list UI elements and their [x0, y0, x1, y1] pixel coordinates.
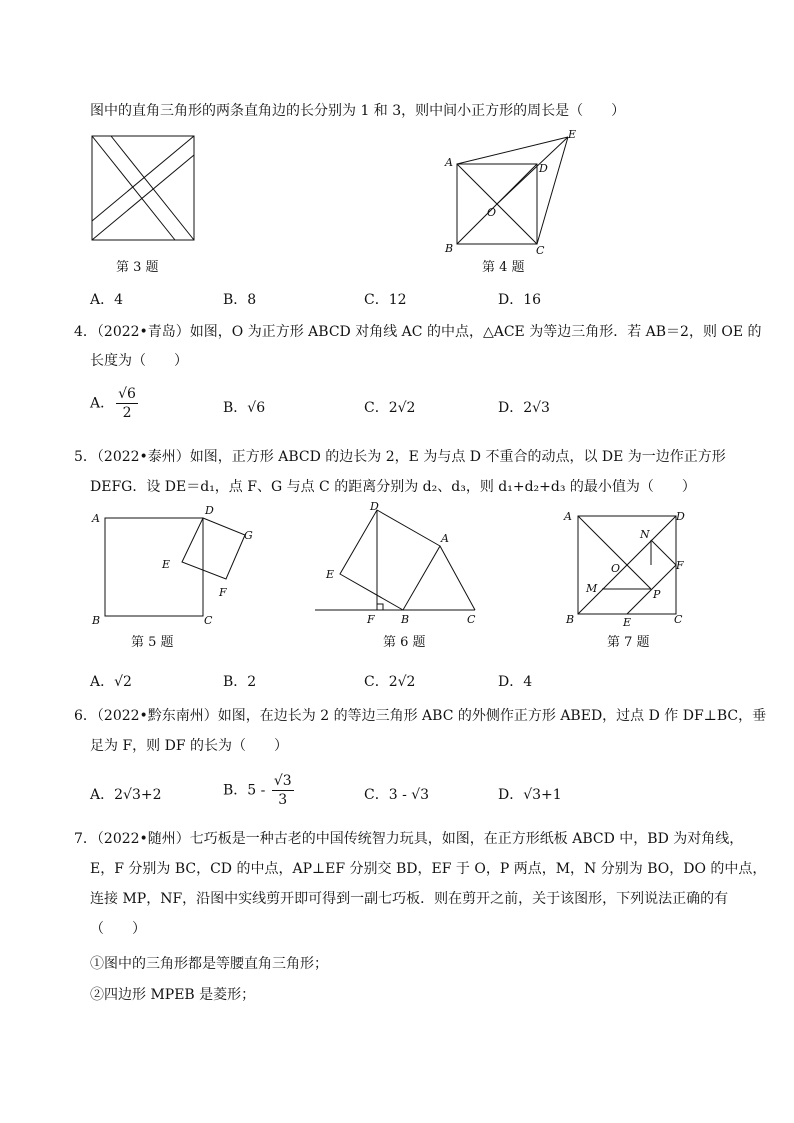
q4-option-a[interactable]	[90, 385, 140, 431]
q6-option-b-denominator: 3	[278, 792, 288, 808]
q4-option-b[interactable]: B．√6	[223, 400, 266, 416]
fig6-label-a: A	[441, 532, 449, 545]
fig7-label-b: B	[566, 613, 575, 626]
q4-stem-line2: 长度为（ ）	[90, 353, 188, 369]
fig5-label-c: C	[204, 614, 213, 627]
fig6-label-f: F	[367, 613, 375, 626]
fig6-label-d: D	[370, 500, 379, 513]
figure-6-caption: 第 6 题	[383, 635, 426, 650]
fig7-label-p: P	[653, 588, 661, 601]
q6-option-b-numerator: √3	[273, 773, 292, 789]
q7-stem-line3: 连接 MP，NF，沿图中实线剪开即可得到一副七巧板．则在剪开之前，关于该图形，下列说法正确的有	[90, 891, 729, 907]
fig4-label-c: C	[536, 244, 545, 257]
q5-stem-line1: 5．（2022•泰州）如图，正方形 ABCD 的边长为 2，E 为与点 D 不重合的动点，以 DE 为一边作正方形	[74, 449, 726, 465]
q6-option-c[interactable]: C．3 - √3	[364, 787, 430, 803]
q6-option-b-label: B．5 -	[223, 782, 270, 799]
q7-stem-line1: 7．（2022•随州）七巧板是一种古老的中国传统智力玩具，如图，在正方形纸板 ABCD 中，BD 为对角线，	[74, 831, 744, 847]
fig7-label-o: O	[611, 562, 621, 575]
fig6-label-c: C	[467, 613, 476, 626]
q4-option-c[interactable]: C．2√2	[364, 400, 416, 416]
fig5-label-f: F	[219, 586, 227, 599]
q6-option-b[interactable]	[223, 772, 296, 818]
q4-option-a-denominator: 2	[122, 405, 132, 421]
q5-option-b[interactable]: B．2	[223, 674, 257, 690]
q6-stem-line2: 足为 F，则 DF 的长为（ ）	[90, 738, 289, 754]
fig7-label-d: D	[676, 510, 685, 523]
q4-option-a-numerator: √6	[118, 386, 136, 402]
q7-statement-2: ②四边形 MPEB 是菱形；	[90, 987, 256, 1003]
fig5-label-g: G	[244, 529, 253, 542]
fig4-label-a: A	[445, 156, 453, 169]
q6-option-d[interactable]: D．√3+1	[498, 787, 562, 803]
figure-3	[90, 134, 196, 242]
q5-option-d[interactable]: D．4	[498, 674, 533, 690]
q7-statement-1: ①图中的三角形都是等腰直角三角形；	[90, 956, 328, 972]
q7-stem-line4: （ ）	[90, 921, 146, 937]
fig7-label-c: C	[674, 613, 683, 626]
q3-option-d[interactable]: D．16	[498, 292, 542, 308]
fig6-label-e: E	[326, 568, 335, 581]
q5-stem-line2: DEFG．设 DE＝d₁，点 F、G 与点 C 的距离分别为 d₂、d₃，则 d₁+d₂+d₃ 的最小值为（ ）	[90, 479, 696, 495]
q6-option-b-fraction	[272, 772, 294, 809]
fig4-label-o: O	[487, 206, 497, 219]
fig7-label-m: M	[586, 582, 598, 595]
q5-option-a[interactable]: A．√2	[90, 674, 132, 690]
fig7-label-e: E	[623, 616, 632, 629]
figure-6	[315, 498, 485, 628]
q4-option-a-fraction	[116, 385, 138, 422]
fig5-label-a: A	[92, 512, 100, 525]
q3-option-b[interactable]: B．8	[223, 292, 257, 308]
fig4-label-d: D	[539, 162, 548, 175]
figure-7	[560, 506, 690, 631]
fig7-label-a: A	[564, 510, 572, 523]
fig7-label-n: N	[640, 528, 650, 541]
figure-4	[440, 128, 580, 258]
q3-stem: 图中的直角三角形的两条直角边的长分别为 1 和 3，则中间小正方形的周长是（ ）	[90, 103, 626, 119]
figure-4-caption: 第 4 题	[482, 260, 525, 275]
q3-option-a[interactable]: A．4	[90, 292, 124, 308]
figure-5-caption: 第 5 题	[131, 635, 174, 650]
fig5-label-e: E	[162, 558, 171, 571]
fig4-label-b: B	[445, 242, 454, 255]
q6-stem-line1: 6．（2022•黔东南州）如图，在边长为 2 的等边三角形 ABC 的外侧作正方形 ABED，过点 D 作 DF⊥BC，垂	[74, 708, 767, 724]
q6-option-a[interactable]: A．2√3+2	[90, 787, 162, 803]
q4-option-a-label: A．	[90, 395, 115, 412]
figure-5	[88, 506, 263, 631]
q7-stem-line2: E，F 分别为 BC，CD 的中点，AP⊥EF 分别交 BD，EF 于 O，P 两点，M，N 分别为 BO，DO 的中点，	[90, 861, 767, 877]
fig7-label-f: F	[676, 559, 684, 572]
q4-stem-line1: 4．（2022•青岛）如图，O 为正方形 ABCD 对角线 AC 的中点，△ACE 为等边三角形．若 AB＝2，则 OE 的	[74, 324, 762, 340]
figure-3-caption: 第 3 题	[116, 260, 159, 275]
q4-option-d[interactable]: D．2√3	[498, 400, 550, 416]
fig5-label-b: B	[92, 614, 101, 627]
fig5-label-d: D	[205, 504, 214, 517]
q5-option-c[interactable]: C．2√2	[364, 674, 416, 690]
q3-option-c[interactable]: C．12	[364, 292, 407, 308]
fig6-label-b: B	[401, 613, 410, 626]
figure-7-caption: 第 7 题	[607, 635, 650, 650]
fig4-label-e: E	[568, 128, 577, 141]
